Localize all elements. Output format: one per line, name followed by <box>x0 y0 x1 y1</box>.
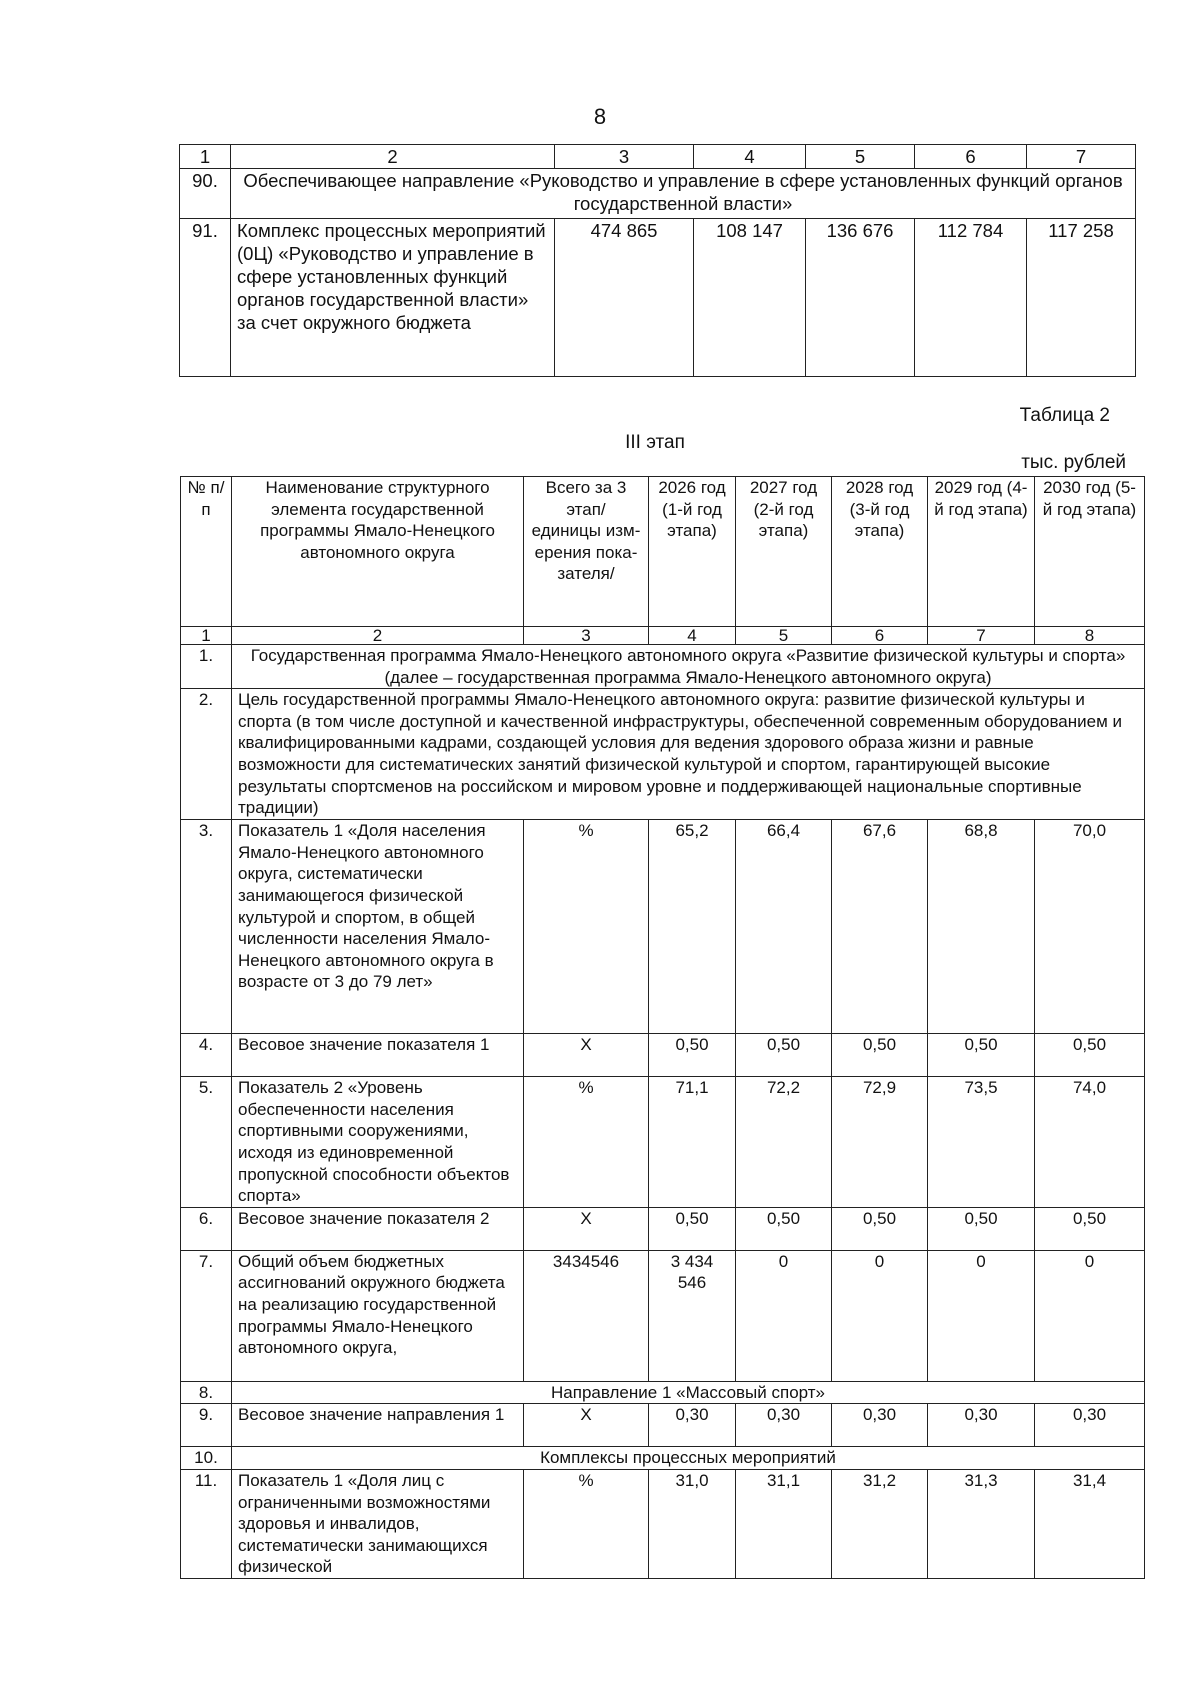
table-row <box>181 689 1145 820</box>
table-row <box>181 645 1145 689</box>
row-number: 10. <box>181 1447 232 1470</box>
row-value: 117 258 <box>1027 219 1136 377</box>
row-value: 0 <box>832 1250 928 1381</box>
row-name: Комплекс процессных мероприятий (0Ц) «Руководство и управление в сфере установленных функций органов государственной власти» за счет окружного бюджета <box>231 219 555 377</box>
row-name: Общий объем бюджетных ассигнований окружного бюджета на реализацию государственной программы Ямало-Ненецкого автономного округа, <box>232 1250 524 1381</box>
row-name: Показатель 1 «Доля лиц с ограниченными возможностями здоровья и инвалидов, систематически занимающихся физической <box>232 1469 524 1578</box>
column-header: 2027 год (2-й год этапа) <box>736 477 832 627</box>
column-number: 1 <box>181 627 232 645</box>
column-header: 2030 год (5-й год этапа) <box>1035 477 1145 627</box>
row-value: 3434546 <box>524 1250 649 1381</box>
row-value: 0,50 <box>649 1034 736 1077</box>
row-number: 6. <box>181 1207 232 1250</box>
table-row <box>181 1469 1145 1578</box>
row-value: 68,8 <box>928 820 1035 1034</box>
section-heading: Направление 1 «Массовый спорт» <box>232 1381 1145 1404</box>
row-value: 0,50 <box>736 1207 832 1250</box>
column-header: Всего за 3 этап/ единицы измерения показателя/ <box>524 477 649 627</box>
row-value: 0 <box>928 1250 1035 1381</box>
table-row <box>181 1250 1145 1381</box>
row-value: 65,2 <box>649 820 736 1034</box>
row-value: 136 676 <box>806 219 915 377</box>
table-row <box>181 1381 1145 1404</box>
table-caption: Таблица 2 <box>1019 405 1110 426</box>
row-value: 0 <box>736 1250 832 1381</box>
row-value: 0,30 <box>736 1404 832 1447</box>
column-number: 4 <box>694 145 806 169</box>
row-number: 7. <box>181 1250 232 1381</box>
table-row <box>181 1447 1145 1470</box>
column-header: Наименование структурного элемента государственной программы Ямало-Ненецкого автономного округа <box>232 477 524 627</box>
column-number: 5 <box>806 145 915 169</box>
table-row <box>180 219 1136 377</box>
row-value: 0,30 <box>649 1404 736 1447</box>
row-value: 0,30 <box>928 1404 1035 1447</box>
column-header: 2026 год (1-й год этапа) <box>649 477 736 627</box>
row-number: 2. <box>181 689 232 820</box>
row-number: 90. <box>180 169 231 219</box>
column-number: 3 <box>524 627 649 645</box>
row-name: Весовое значение показателя 2 <box>232 1207 524 1250</box>
column-number: 6 <box>915 145 1027 169</box>
row-number: 1. <box>181 645 232 689</box>
column-number: 5 <box>736 627 832 645</box>
table-row <box>181 820 1145 1034</box>
row-number: 91. <box>180 219 231 377</box>
row-value: 31,3 <box>928 1469 1035 1578</box>
row-value: 31,4 <box>1035 1469 1145 1578</box>
row-value: 71,1 <box>649 1077 736 1208</box>
table-row <box>180 169 1136 219</box>
section-heading: Государственная программа Ямало-Ненецкого автономного округа «Развитие физической культуры и спорта» (далее – государственная программа Ямало-Ненецкого автономного округа) <box>232 645 1145 689</box>
row-value: 0,50 <box>832 1034 928 1077</box>
section-heading: Цель государственной программы Ямало-Ненецкого автономного округа: развитие физической культуры и спорта (в том числе доступной и качественной инфраструктуры, обеспеченной современным оборудованием и квалифицированными кадрами, создающей условия для ведения здорового образа жизни и равные возможности для систематических занятий физической культурой и спортом, гарантирующей высокие результаты спортсменов на российском и мировом уровне и поддерживающей национальные спортивные традиции) <box>232 689 1145 820</box>
row-value: 112 784 <box>915 219 1027 377</box>
row-name: Весовое значение направления 1 <box>232 1404 524 1447</box>
row-value: 0,50 <box>1035 1207 1145 1250</box>
section-heading: Комплексы процессных мероприятий <box>232 1447 1145 1470</box>
row-value: 474 865 <box>555 219 694 377</box>
column-header: 2028 год (3-й год этапа) <box>832 477 928 627</box>
row-value: 31,1 <box>736 1469 832 1578</box>
row-value: % <box>524 820 649 1034</box>
row-value: 67,6 <box>832 820 928 1034</box>
column-number: 4 <box>649 627 736 645</box>
column-number: 7 <box>928 627 1035 645</box>
row-value: 0,50 <box>928 1034 1035 1077</box>
header-row <box>181 477 1145 627</box>
column-number: 6 <box>832 627 928 645</box>
row-value: 0 <box>1035 1250 1145 1381</box>
table-row <box>181 1404 1145 1447</box>
column-number-row <box>180 145 1136 169</box>
row-value: Х <box>524 1034 649 1077</box>
row-value: 0,50 <box>928 1207 1035 1250</box>
row-number: 4. <box>181 1034 232 1077</box>
column-header: 2029 год (4-й год этапа) <box>928 477 1035 627</box>
row-value: 0,50 <box>736 1034 832 1077</box>
table-row <box>181 1034 1145 1077</box>
row-value: 66,4 <box>736 820 832 1034</box>
column-number-row <box>181 627 1145 645</box>
row-value: 72,9 <box>832 1077 928 1208</box>
row-value: 74,0 <box>1035 1077 1145 1208</box>
row-name: Показатель 1 «Доля населения Ямало-Ненецкого автономного округа, систематически занимающегося физической культурой и спортом, в общей численности населения Ямало-Ненецкого автономного округа в возрасте от 3 до 79 лет» <box>232 820 524 1034</box>
row-value: 31,2 <box>832 1469 928 1578</box>
column-header: № п/п <box>181 477 232 627</box>
row-value: 0,50 <box>832 1207 928 1250</box>
row-number: 5. <box>181 1077 232 1208</box>
row-value: % <box>524 1469 649 1578</box>
row-number: 9. <box>181 1404 232 1447</box>
column-number: 7 <box>1027 145 1136 169</box>
row-value: % <box>524 1077 649 1208</box>
row-value: 0,30 <box>832 1404 928 1447</box>
row-number: 11. <box>181 1469 232 1578</box>
units-label: тыс. рублей <box>1021 452 1126 473</box>
row-value: 72,2 <box>736 1077 832 1208</box>
table-continuation <box>179 144 1136 377</box>
column-number: 8 <box>1035 627 1145 645</box>
column-number: 1 <box>180 145 231 169</box>
table-2 <box>180 476 1145 1579</box>
row-name: Показатель 2 «Уровень обеспеченности населения спортивными сооружениями, исходя из единовременной пропускной способности объектов спорта» <box>232 1077 524 1208</box>
stage-title: III этап <box>625 432 685 453</box>
table-row <box>181 1207 1145 1250</box>
row-value: 73,5 <box>928 1077 1035 1208</box>
row-name: Весовое значение показателя 1 <box>232 1034 524 1077</box>
row-value: 0,30 <box>1035 1404 1145 1447</box>
page-number: 8 <box>593 104 607 129</box>
row-value: 70,0 <box>1035 820 1145 1034</box>
column-number: 2 <box>231 145 555 169</box>
section-heading: Обеспечивающее направление «Руководство и управление в сфере установленных функций органов государственной власти» <box>231 169 1136 219</box>
table-row <box>181 1077 1145 1208</box>
row-value: 0,50 <box>649 1207 736 1250</box>
row-number: 8. <box>181 1381 232 1404</box>
column-number: 2 <box>232 627 524 645</box>
column-number: 3 <box>555 145 694 169</box>
row-value: 31,0 <box>649 1469 736 1578</box>
row-value: Х <box>524 1207 649 1250</box>
row-value: 0,50 <box>1035 1034 1145 1077</box>
row-value: 108 147 <box>694 219 806 377</box>
row-value: Х <box>524 1404 649 1447</box>
row-value: 3 434 546 <box>649 1250 736 1381</box>
row-number: 3. <box>181 820 232 1034</box>
